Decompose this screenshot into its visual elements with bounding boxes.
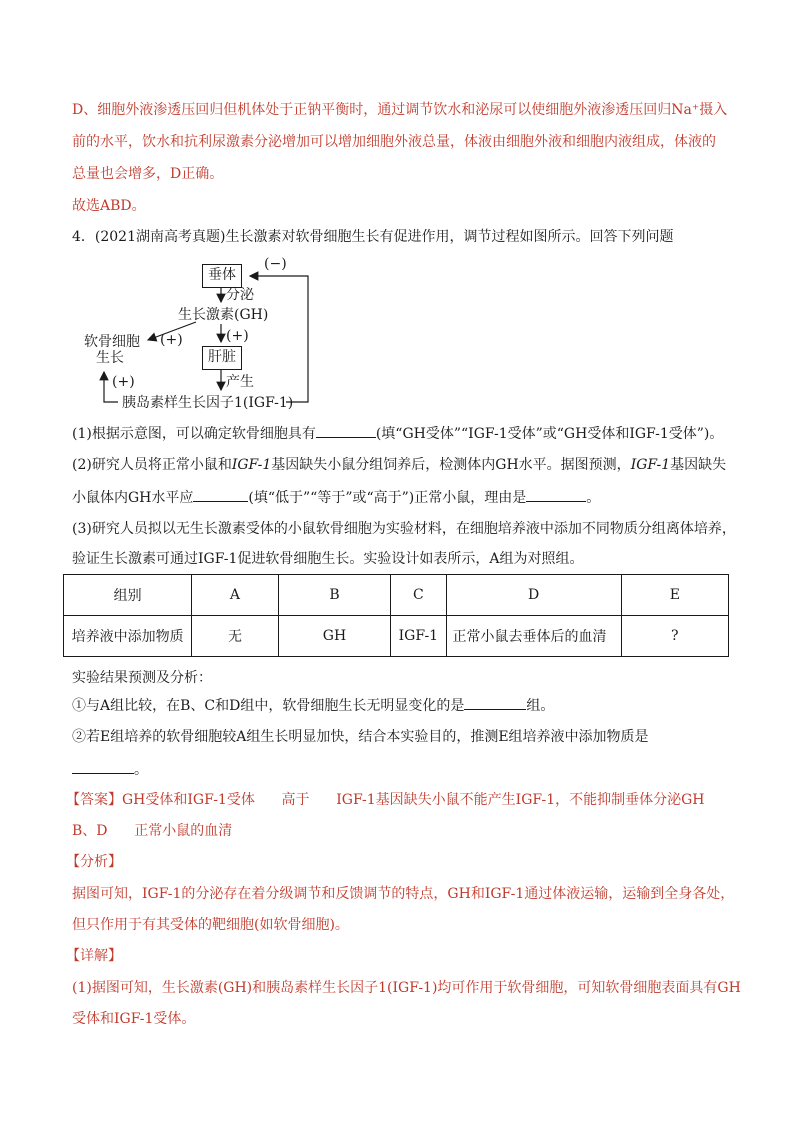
table-cell: 无 [192,616,279,657]
question-stem: 4．(2021湖南高考真题)生长激素对软骨细胞生长有促进作用，调节过程如图所示。回答下列问题 [72,229,674,245]
q2-blank-1 [193,487,248,502]
answer-text-1: GH受体和IGF-1受体 高于 IGF-1基因缺失小鼠不能产生IGF-1，不能抑制垂体分泌GH [122,792,705,808]
analysis-title: 实验结果预测及分析： [72,670,212,686]
q1-blank [316,423,376,438]
table-row [64,616,729,657]
experiment-table [63,574,729,657]
table-cell: E [621,575,728,616]
sub1-text: ①与A组比较，在B、C和D组中，软骨细胞生长无明显变化的是 [72,698,465,714]
igf-label: 胰岛素样生长因子1(IGF-1) [122,395,294,411]
answer-line-2: B、D 正常小鼠的血清 [72,823,233,839]
analysis-tag: 【分析】 [66,854,122,870]
secrete-label: 分泌 [226,287,254,303]
q2-blank-2 [526,487,586,502]
sub1-blank [464,695,526,710]
analysis-line-1: 据图可知，IGF-1的分泌存在着分级调节和反馈调节的特点，GH和IGF-1通过体液运输，运输到全身各处， [72,886,735,902]
para-d-line-3: 总量也会增多，D正确。 [72,166,224,182]
q2-l2-text-a: 小鼠体内GH水平应 [72,490,194,506]
q1-text-a: (1)根据示意图，可以确定软骨细胞具有 [72,426,316,442]
q1-line [72,423,723,444]
sub1-line [72,695,554,716]
analysis-line-2: 但只作用于有其受体的靶细胞(如软骨细胞)。 [72,917,349,933]
plus-label-igf: (+) [112,374,135,390]
cartilage-label-1: 软骨细胞 [84,334,140,350]
gh-label: 生长激素(GH) [178,307,269,323]
q1-text-b: (填“GH受体”“IGF-1受体”或“GH受体和IGF-1受体”)。 [375,426,724,442]
table-cell: B [278,575,391,616]
minus-label: (−) [264,256,287,272]
q2-text-c: 基因缺失 [670,457,727,473]
liver-box: 肝脏 [202,346,242,370]
q2-text-b: 基因缺失小鼠分组饲养后，检测体内GH水平。据图预测， [271,457,631,473]
sub2-end: 。 [134,762,148,778]
q3-line-2: 验证生长激素可通过IGF-1促进软骨细胞生长。实验设计如表所示，A组为对照组。 [72,551,584,567]
table-header-row [64,575,729,616]
produce-label: 产生 [226,374,254,390]
table-cell: A [192,575,279,616]
table-cell: D [446,575,621,616]
sub2-blank [72,759,134,774]
q2-line-1 [72,455,726,475]
q2-line-2 [72,487,600,508]
para-d-line-2: 前的水平，饮水和抗利尿激素分泌增加可以增加细胞外液总量，体液由细胞外液和细胞内液组成，体液的 [72,134,716,150]
q2-text-a: (2)研究人员将正常小鼠和 [72,457,232,473]
table-cell: IGF-1 [391,616,446,657]
q2-l2-text-c: 。 [586,490,601,506]
q3-line-1: (3)研究人员拟以无生长激素受体的小鼠软骨细胞为实验材料，在细胞培养液中添加不同物质分组离体培养， [72,521,736,537]
regulation-diagram [78,254,328,414]
conclusion: 故选ABD。 [72,198,146,214]
q2-gene-2: IGF-1 [630,457,671,473]
sub2-blank-line [72,759,148,780]
table-cell: 培养液中添加物质 [64,616,192,657]
pituitary-box: 垂体 [202,264,242,288]
plus-label-cartilage: (+) [160,332,183,348]
para-d-line-1: D、细胞外液渗透压回归但机体处于正钠平衡时，通过调节饮水和泌尿可以使细胞外液渗透压回归Na⁺摄入 [72,102,728,118]
answer-tag: 【答案】 [66,792,122,808]
sub1-end: 组。 [526,698,555,714]
detail-line-1: (1)据图可知，生长激素(GH)和胰岛素样生长因子1(IGF-1)均可作用于软骨细胞，可知软骨细胞表面具有GH [72,980,741,996]
table-cell: C [391,575,446,616]
q2-l2-text-b: (填“低于”“等于”或“高于”)正常小鼠，理由是 [248,490,527,506]
detail-line-2: 受体和IGF-1受体。 [72,1011,196,1027]
table-cell: 正常小鼠去垂体后的血清 [446,616,621,657]
q2-gene-1: IGF-1 [231,457,272,473]
detail-tag: 【详解】 [66,948,122,964]
table-cell: ? [621,616,728,657]
table-cell: GH [278,616,391,657]
cartilage-label-2: 生长 [96,350,124,366]
arrow-feedback [250,276,308,402]
plus-label-liver: (+) [226,328,249,344]
table-cell: 组别 [64,575,192,616]
answer-line-1 [66,790,705,810]
sub2-line: ②若E组培养的软骨细胞较A组生长明显加快，结合本实验目的，推测E组培养液中添加物质是 [72,729,649,745]
